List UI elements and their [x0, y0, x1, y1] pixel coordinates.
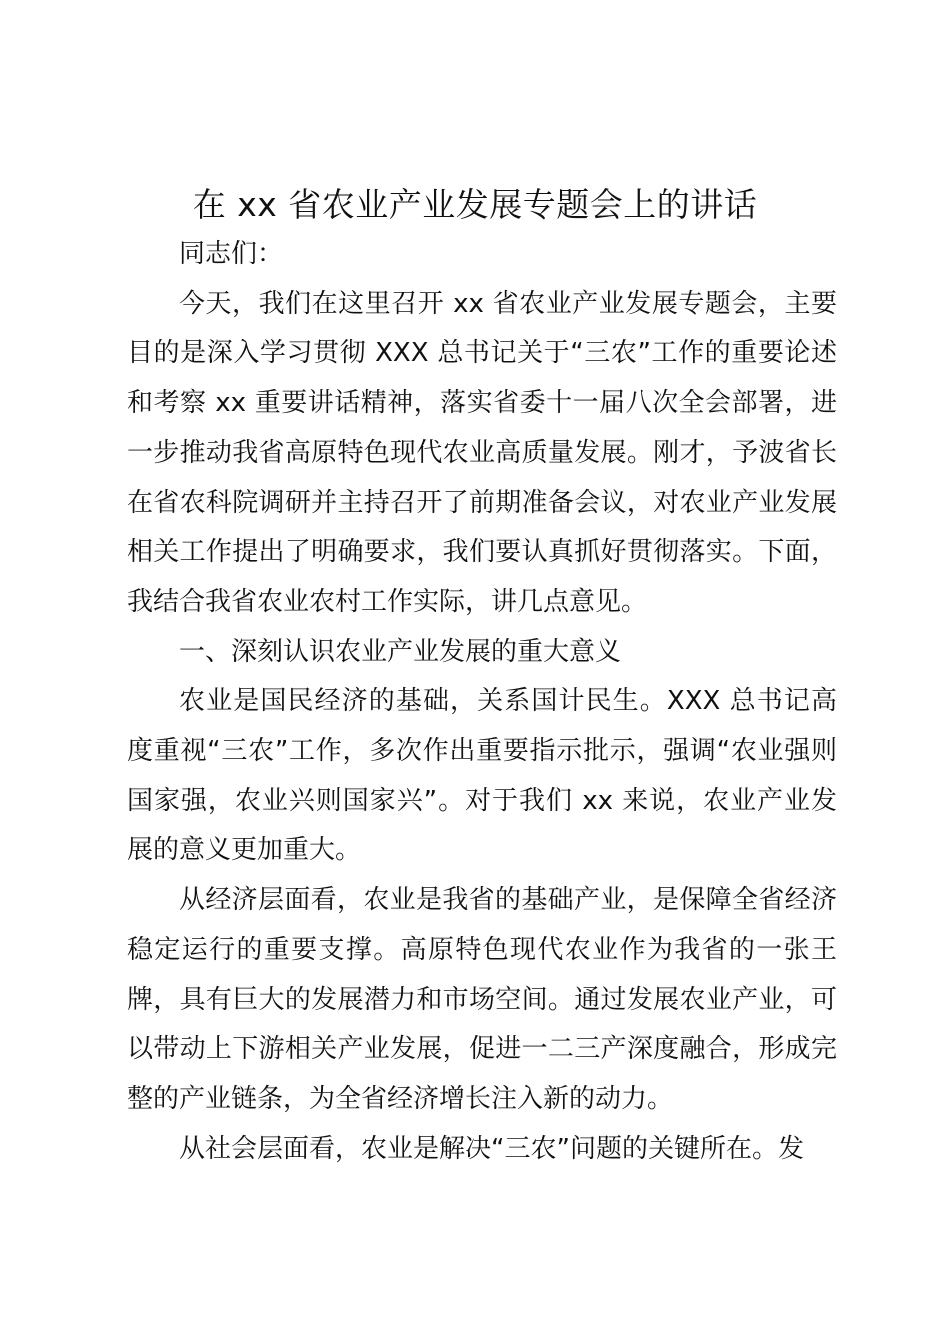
- paragraph-economic-level: 从经济层面看，农业是我省的基础产业，是保障全省经济稳定运行的重要支撑。高原特色现代农业作为我省的一张王牌，具有巨大的发展潜力和市场空间。通过发展农业产业，可以带动上下游相关产业发展，促进一二三产深度融合，形成完整的产业链条，为全省经济增长注入新的动力。: [127, 885, 837, 1114]
- salutation: 同志们：: [179, 239, 284, 269]
- paragraph-agriculture-foundation: 农业是国民经济的基础，关系国计民生。XXX 总书记高度重视“三农”工作，多次作出重要指示批示，强调“农业强则国家强，农业兴则国家兴”。对于我们 xx 来说，农业产业发展的意义更加重大。: [127, 686, 837, 866]
- section-heading-1: 一、深刻认识农业产业发展的重大意义: [179, 636, 622, 667]
- document-body: [127, 230, 837, 1174]
- page-title: 在 xx 省农业产业发展专题会上的讲话: [192, 185, 758, 224]
- paragraph-opening: 今天，我们在这里召开 xx 省农业产业发展专题会，主要目的是深入学习贯彻 XXX 总书记关于“三农”工作的重要论述和考察 xx 重要讲话精神，落实省委十一届八次全会部署，进一步推动我省高原特色现代农业高质量发展。刚才，予波省长在省农科院调研并主持召开了前期准备会议，对农业产业发展相关工作提出了明确要求，我们要认真抓好贯彻落实。下面，我结合我省农业农村工作实际，讲几点意见。: [127, 288, 837, 617]
- paragraph-social-level: 从社会层面看，农业是解决“三农”问题的关键所在。发: [179, 1133, 804, 1164]
